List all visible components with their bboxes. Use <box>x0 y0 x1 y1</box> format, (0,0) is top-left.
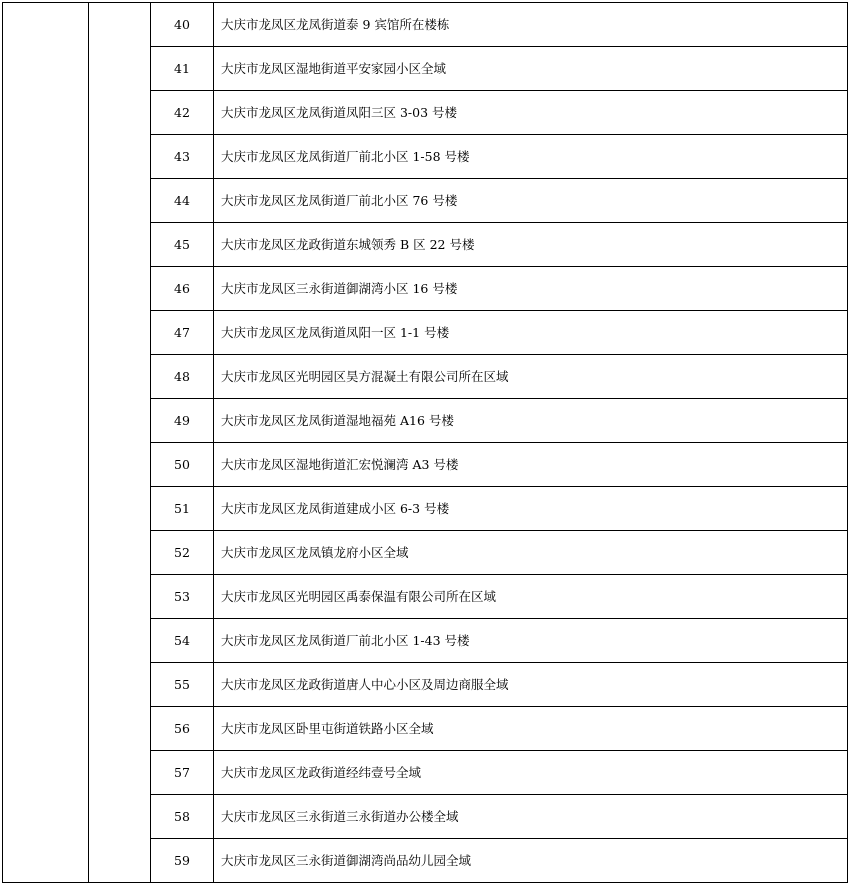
row-number: 52 <box>151 531 214 575</box>
row-number: 50 <box>151 443 214 487</box>
row-number: 59 <box>151 839 214 883</box>
row-address: 大庆市龙凤区光明园区禹泰保温有限公司所在区域 <box>214 575 848 619</box>
row-address: 大庆市龙凤区龙凤街道厂前北小区 1-58 号楼 <box>214 135 848 179</box>
row-address: 大庆市龙凤区龙凤街道厂前北小区 76 号楼 <box>214 179 848 223</box>
row-number: 54 <box>151 619 214 663</box>
row-address: 大庆市龙凤区龙政街道唐人中心小区及周边商服全域 <box>214 663 848 707</box>
row-number: 51 <box>151 487 214 531</box>
address-table-body <box>3 3 848 883</box>
row-address: 大庆市龙凤区龙凤街道泰 9 宾馆所在楼栋 <box>214 3 848 47</box>
row-number: 43 <box>151 135 214 179</box>
row-address: 大庆市龙凤区龙凤镇龙府小区全域 <box>214 531 848 575</box>
row-address: 大庆市龙凤区龙凤街道凤阳三区 3-03 号楼 <box>214 91 848 135</box>
row-address: 大庆市龙凤区龙凤街道厂前北小区 1-43 号楼 <box>214 619 848 663</box>
row-number: 49 <box>151 399 214 443</box>
row-address: 大庆市龙凤区龙凤街道建成小区 6-3 号楼 <box>214 487 848 531</box>
row-address: 大庆市龙凤区湿地街道汇宏悦澜湾 A3 号楼 <box>214 443 848 487</box>
row-number: 45 <box>151 223 214 267</box>
row-address: 大庆市龙凤区三永街道三永街道办公楼全域 <box>214 795 848 839</box>
row-number: 42 <box>151 91 214 135</box>
row-number: 56 <box>151 707 214 751</box>
row-number: 44 <box>151 179 214 223</box>
row-number: 41 <box>151 47 214 91</box>
row-address: 大庆市龙凤区湿地街道平安家园小区全域 <box>214 47 848 91</box>
row-address: 大庆市龙凤区光明园区昊方混凝土有限公司所在区域 <box>214 355 848 399</box>
row-number: 48 <box>151 355 214 399</box>
address-table <box>2 2 848 883</box>
row-address: 大庆市龙凤区龙凤街道湿地福苑 A16 号楼 <box>214 399 848 443</box>
merged-cell-column-2 <box>89 3 151 883</box>
row-number: 55 <box>151 663 214 707</box>
row-address: 大庆市龙凤区龙政街道经纬壹号全域 <box>214 751 848 795</box>
row-address: 大庆市龙凤区卧里屯街道铁路小区全域 <box>214 707 848 751</box>
row-address: 大庆市龙凤区三永街道御湖湾尚品幼儿园全域 <box>214 839 848 883</box>
row-number: 58 <box>151 795 214 839</box>
row-number: 46 <box>151 267 214 311</box>
table-row <box>3 3 848 47</box>
merged-cell-column-1 <box>3 3 89 883</box>
row-number: 57 <box>151 751 214 795</box>
row-address: 大庆市龙凤区龙政街道东城领秀 B 区 22 号楼 <box>214 223 848 267</box>
row-address: 大庆市龙凤区三永街道御湖湾小区 16 号楼 <box>214 267 848 311</box>
row-number: 53 <box>151 575 214 619</box>
row-number: 47 <box>151 311 214 355</box>
row-address: 大庆市龙凤区龙凤街道凤阳一区 1-1 号楼 <box>214 311 848 355</box>
row-number: 40 <box>151 3 214 47</box>
